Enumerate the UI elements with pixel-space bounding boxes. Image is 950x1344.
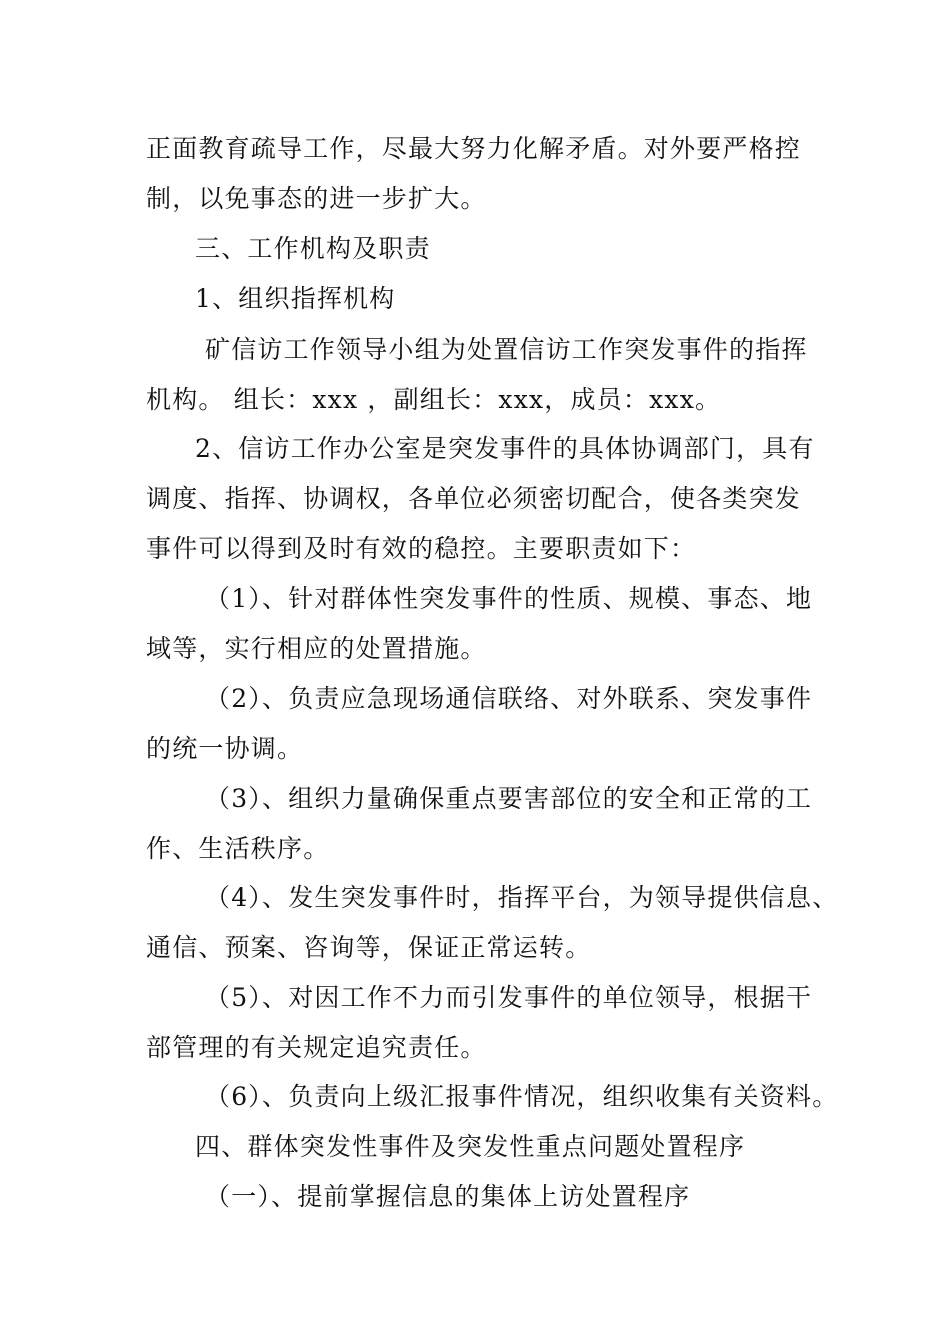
paragraph-line: 正面教育疏导工作，尽最大努力化解矛盾。对外要严格控 (146, 134, 802, 163)
section-heading: 三、工作机构及职责 (195, 234, 431, 263)
list-item: （6）、负责向上级汇报事件情况，组织收集有关资料。 (205, 1082, 839, 1111)
list-item: （2）、负责应急现场通信联络、对外联系、突发事件 (205, 684, 813, 713)
paragraph-line: 的统一协调。 (146, 734, 304, 763)
paragraph-line: 部管理的有关规定追究责任。 (146, 1033, 487, 1062)
paragraph-line: 调度、指挥、协调权，各单位必须密切配合，使各类突发 (146, 484, 802, 513)
list-item: （5）、对因工作不力而引发事件的单位领导，根据干 (205, 983, 813, 1012)
paragraph-line: 事件可以得到及时有效的稳控。主要职责如下： (146, 534, 697, 563)
section-heading: 四、群体突发性事件及突发性重点问题处置程序 (195, 1132, 746, 1161)
subsection-heading: （一）、提前掌握信息的集体上访处置程序 (205, 1182, 691, 1211)
list-item: （3）、组织力量确保重点要害部位的安全和正常的工 (205, 784, 813, 813)
paragraph-line: 矿信访工作领导小组为处置信访工作突发事件的指挥 (205, 335, 808, 364)
paragraph-line: 机构。 组长：xxx ，副组长：xxx，成员：xxx。 (146, 385, 722, 414)
paragraph-line: 作、生活秩序。 (146, 834, 330, 863)
paragraph-line: 通信、预案、咨询等，保证正常运转。 (146, 933, 592, 962)
list-item: （4）、发生突发事件时，指挥平台，为领导提供信息、 (205, 883, 839, 912)
paragraph-line: 2、信访工作办公室是突发事件的具体协调部门，具有 (195, 434, 815, 463)
paragraph-line: 制，以免事态的进一步扩大。 (146, 184, 487, 213)
subsection-heading: 1、组织指挥机构 (195, 284, 396, 313)
list-item: （1）、针对群体性突发事件的性质、规模、事态、地 (205, 584, 813, 613)
paragraph-line: 域等，实行相应的处置措施。 (146, 634, 487, 663)
